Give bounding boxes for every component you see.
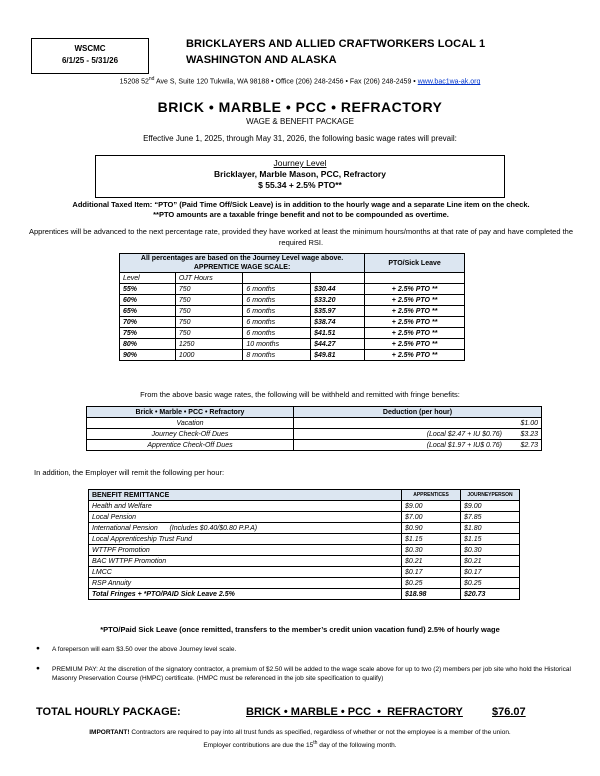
pto-note: *PTO/Paid Sick Leave (once remitted, transfers to the member’s credit union vacation fund) 2.5% of hourly wage <box>100 625 500 634</box>
journey-trades: Bricklayer, Marble Mason, PCC, Refractory <box>214 169 386 179</box>
total-fringes-label: Total Fringes + *PTO/PAID Sick Leave 2.5% <box>89 589 402 600</box>
total-package-label: TOTAL HOURLY PACKAGE: <box>36 706 181 718</box>
table-row <box>89 501 520 512</box>
pto-cell: + 2.5% PTO ** <box>365 328 465 339</box>
deductions-table <box>86 406 542 451</box>
journey-level-box <box>95 155 505 198</box>
benefit-journey-amount: $0.30 <box>461 545 520 556</box>
empty-cell <box>243 273 311 284</box>
months-cell: 6 months <box>243 295 311 306</box>
rate-cell: $38.74 <box>311 317 365 328</box>
empty-cell <box>311 273 365 284</box>
table-row <box>120 328 465 339</box>
page-title: BRICK • MARBLE • PCC • REFRACTORY <box>157 99 443 115</box>
deduction-amount: $1.00 <box>505 418 542 429</box>
hours-cell: 1000 <box>175 350 243 361</box>
benefit-name: Local Apprenticeship Trust Fund <box>89 534 402 545</box>
wscmc-box <box>31 38 149 74</box>
important-line-2 <box>14 738 586 751</box>
pto-cell: + 2.5% PTO ** <box>365 284 465 295</box>
total-row <box>89 589 520 600</box>
table-row <box>120 295 465 306</box>
advance-note: Apprentices will be advanced to the next percentage rate, provided they have worked at least the minimum hours/months at that rate of pay and have completed the required RSI. <box>28 227 574 247</box>
benefit-apprentice-amount: $9.00 <box>402 501 461 512</box>
level-cell: 70% <box>120 317 176 328</box>
rate-cell: $35.97 <box>311 306 365 317</box>
deduction-detail: (Local $1.97 + IU$ 0.76) <box>294 440 506 451</box>
benefit-apprentice-amount: $0.25 <box>402 578 461 589</box>
total-package-amount: $76.07 <box>492 706 526 718</box>
benefit-remittance-table <box>88 489 520 600</box>
benefit-col-apprentices: APPRENTICES <box>402 490 461 501</box>
website-link[interactable]: www.bac1wa-ak.org <box>417 78 481 86</box>
important-line-1 <box>14 728 586 738</box>
pto-cell: + 2.5% PTO ** <box>365 317 465 328</box>
months-cell: 6 months <box>243 317 311 328</box>
pto-header: PTO/Sick Leave <box>365 254 465 273</box>
table-row <box>87 418 542 429</box>
benefit-journey-amount: $1.15 <box>461 534 520 545</box>
empty-cell <box>365 273 465 284</box>
benefit-apprentice-amount: $1.15 <box>402 534 461 545</box>
benefit-col-journeyperson: JOURNEYPERSON <box>461 490 520 501</box>
months-cell: 6 months <box>243 284 311 295</box>
address-line <box>0 76 600 85</box>
benefit-col-name: BENEFIT REMITTANCE <box>89 490 402 501</box>
benefit-journey-amount: $0.25 <box>461 578 520 589</box>
additional-taxed-note <box>18 200 584 220</box>
benefit-journey-amount: $9.00 <box>461 501 520 512</box>
months-cell: 6 months <box>243 306 311 317</box>
pto-cell: + 2.5% PTO ** <box>365 306 465 317</box>
table-row <box>89 534 520 545</box>
deduction-col-amount: Deduction (per hour) <box>294 407 542 418</box>
union-subtitle: WASHINGTON AND ALASKA <box>186 54 337 66</box>
benefit-name: BAC WTTPF Promotion <box>89 556 402 567</box>
benefit-apprentice-amount: $0.21 <box>402 556 461 567</box>
table-row <box>89 567 520 578</box>
total-apprentice-amount: $18.98 <box>402 589 461 600</box>
total-package-trades: BRICK • MARBLE • PCC • REFRACTORY <box>246 706 463 718</box>
deduction-name: Apprentice Check-Off Dues <box>87 440 294 451</box>
deduction-name: Vacation <box>87 418 294 429</box>
benefit-name: WTTPF Promotion <box>89 545 402 556</box>
months-cell: 6 months <box>243 328 311 339</box>
rate-cell: $44.27 <box>311 339 365 350</box>
rate-cell: $30.44 <box>311 284 365 295</box>
additional-note-line-1: Additional Taxed Item: “PTO” (Paid Time Off/Sick Leave) is in addition to the hourly wage and a separate Line item on the check. <box>72 200 530 209</box>
withheld-statement: From the above basic wage rates, the following will be withheld and remitted with fringe benefits: <box>140 390 460 399</box>
table-row <box>120 284 465 295</box>
employer-remit-statement: In addition, the Employer will remit the following per hour: <box>34 468 225 477</box>
benefit-name: International Pension (Includes $0.40/$0.80 P.P.A) <box>89 523 402 534</box>
benefit-name: Health and Welfare <box>89 501 402 512</box>
table-row <box>120 306 465 317</box>
due-text: Employer contributions are due the 15 <box>203 742 314 750</box>
benefit-apprentice-amount: $0.90 <box>402 523 461 534</box>
apprentice-header-line-1: All percentages are based on the Journey Level wage above. <box>140 255 344 262</box>
foreperson-note: A foreperson will earn $3.50 over the above Journey level scale. <box>52 646 237 653</box>
benefit-apprentice-amount: $7.00 <box>402 512 461 523</box>
months-cell: 8 months <box>243 350 311 361</box>
bullet-dot: ● <box>36 645 40 652</box>
table-row <box>120 350 465 361</box>
level-cell: 60% <box>120 295 176 306</box>
hours-cell: 750 <box>175 284 243 295</box>
additional-note-line-2: **PTO amounts are a taxable fringe benefit and not to be compounded as overtime. <box>153 210 449 219</box>
hours-cell: 750 <box>175 295 243 306</box>
table-row <box>120 339 465 350</box>
address-street: 15208 52 <box>119 78 149 86</box>
apprentice-header-line-2: APPRENTICE WAGE SCALE: <box>193 264 291 271</box>
due-sup: th <box>313 740 318 746</box>
bullet-dot: ● <box>36 665 40 672</box>
journey-rate: $ 55.34 + 2.5% PTO** <box>258 180 342 190</box>
benefit-journey-amount: $7.85 <box>461 512 520 523</box>
benefit-name: Local Pension <box>89 512 402 523</box>
table-row <box>89 523 520 534</box>
col-ojt-hours: OJT Hours <box>175 273 243 284</box>
col-level: Level <box>120 273 176 284</box>
deduction-amount: $3.23 <box>505 429 542 440</box>
hours-cell: 750 <box>175 328 243 339</box>
important-text: Contractors are required to pay into all trust funds as specified, regardless of whether or not the employee is a member of the union. <box>129 729 511 736</box>
pto-cell: + 2.5% PTO ** <box>365 350 465 361</box>
deduction-detail: (Local $2.47 + IU $0.76) <box>294 429 506 440</box>
page-subtitle: WAGE & BENEFIT PACKAGE <box>246 117 354 126</box>
hours-cell: 1250 <box>175 339 243 350</box>
benefit-journey-amount: $0.21 <box>461 556 520 567</box>
important-label: IMPORTANT! <box>89 729 130 736</box>
address-contact: Ave S, Suite 120 Tukwila, WA 98188 • Office (206) 248-2456 • Fax (206) 248-2459 • <box>154 78 416 86</box>
level-cell: 80% <box>120 339 176 350</box>
benefit-journey-amount: $1.80 <box>461 523 520 534</box>
due-text-end: day of the following month. <box>317 742 397 750</box>
rate-cell: $49.81 <box>311 350 365 361</box>
months-cell: 10 months <box>243 339 311 350</box>
table-row <box>87 440 542 451</box>
table-row <box>87 429 542 440</box>
deduction-col-trades: Brick • Marble • PCC • Refractory <box>87 407 294 418</box>
effective-statement: Effective June 1, 2025, through May 31, 2026, the following basic wage rates will prevail: <box>143 134 457 143</box>
address-sup: nd <box>148 76 155 82</box>
level-cell: 55% <box>120 284 176 295</box>
pto-cell: + 2.5% PTO ** <box>365 295 465 306</box>
benefit-apprentice-amount: $0.17 <box>402 567 461 578</box>
journey-level-heading: Journey Level <box>273 158 327 168</box>
apprentice-table-header <box>120 254 365 273</box>
level-cell: 90% <box>120 350 176 361</box>
deduction-name: Journey Check-Off Dues <box>87 429 294 440</box>
level-cell: 75% <box>120 328 176 339</box>
deduction-amount: $2.73 <box>505 440 542 451</box>
level-cell: 65% <box>120 306 176 317</box>
benefit-name: RSP Annuity <box>89 578 402 589</box>
union-title: BRICKLAYERS AND ALLIED CRAFTWORKERS LOCAL 1 <box>186 38 486 50</box>
deduction-detail <box>294 418 506 429</box>
hours-cell: 750 <box>175 306 243 317</box>
table-row <box>89 578 520 589</box>
important-footer <box>14 728 586 751</box>
rate-cell: $33.20 <box>311 295 365 306</box>
benefit-journey-amount: $0.17 <box>461 567 520 578</box>
apprentice-wage-table <box>119 253 465 361</box>
table-row <box>89 556 520 567</box>
benefit-apprentice-amount: $0.30 <box>402 545 461 556</box>
wscmc-label: WSCMC <box>74 44 106 53</box>
hours-cell: 750 <box>175 317 243 328</box>
total-journey-amount: $20.73 <box>461 589 520 600</box>
table-row <box>89 512 520 523</box>
table-row <box>120 317 465 328</box>
rate-cell: $41.51 <box>311 328 365 339</box>
table-row <box>89 545 520 556</box>
premium-pay-note: PREMIUM PAY: At the discretion of the signatory contractor, a premium of $2.50 will be added to the wage scale above for up to two (2) members per job site who hold the Historical Masonry Preservation Course (HMPC) certificate. (HMPC must be referenced in the job site specification to qualify) <box>52 666 571 682</box>
pto-cell: + 2.5% PTO ** <box>365 339 465 350</box>
wscmc-dates: 6/1/25 - 5/31/26 <box>61 56 119 65</box>
benefit-name: LMCC <box>89 567 402 578</box>
